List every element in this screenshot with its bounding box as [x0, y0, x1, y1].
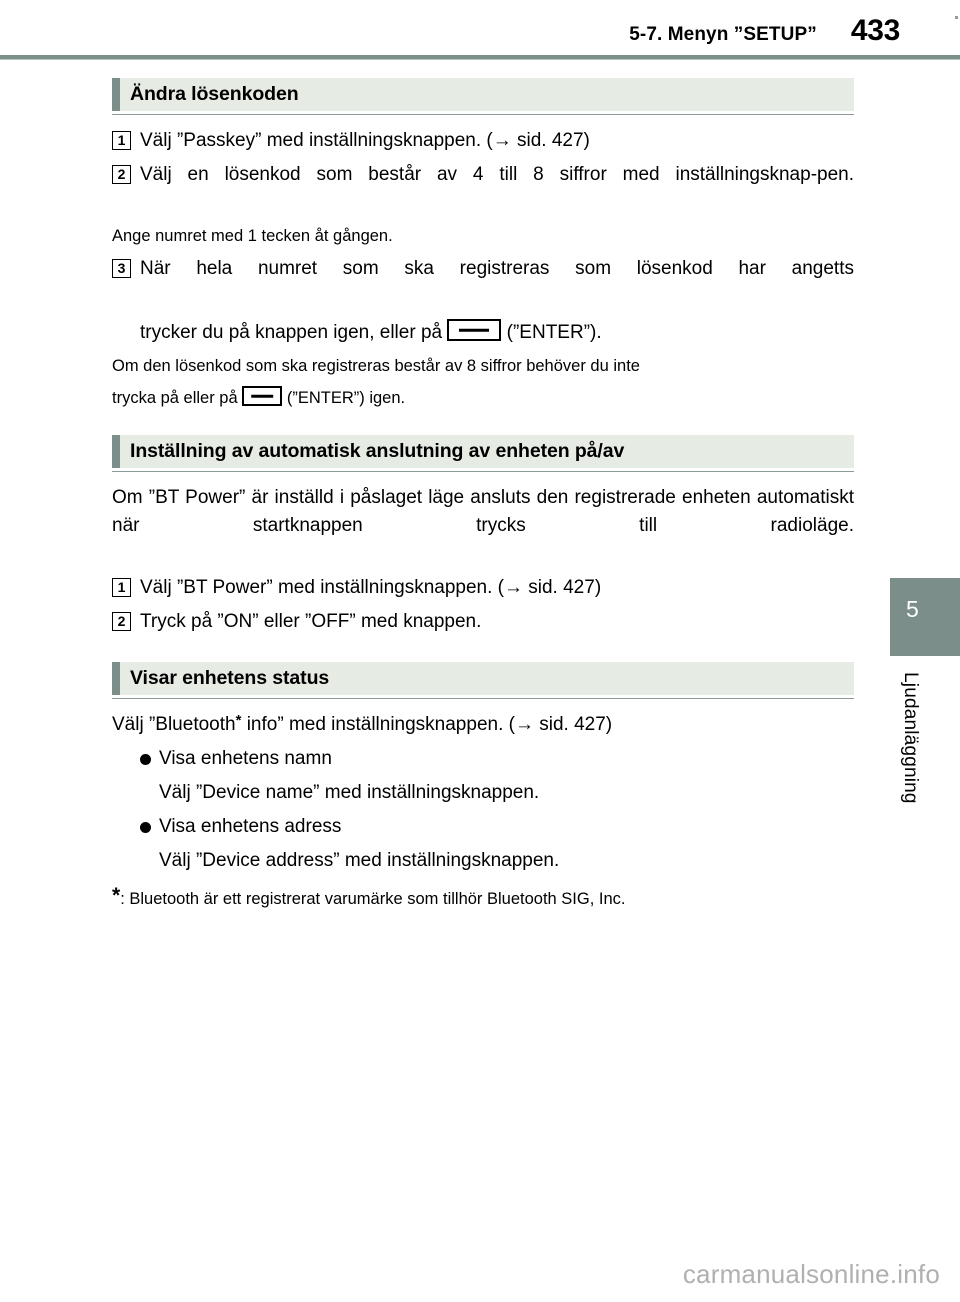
page-number: 433 — [850, 14, 900, 47]
section-intro-text: Om ”BT Power” är inställd i påslaget läge ansluts den registrerade enheten automatiskt när startknappen trycks till radioläge. — [112, 487, 854, 536]
bullet-label: Visa enhetens namn — [159, 748, 332, 769]
section-banner-device-status — [112, 662, 854, 695]
footnote-asterisk: * — [112, 884, 121, 907]
step-text-block — [140, 255, 854, 347]
step-number-badge: 2 — [112, 612, 131, 631]
footnote-text: : Bluetooth är ett registrerat varumärke som tillhör Bluetooth SIG, Inc. — [120, 890, 626, 908]
section-lead-text — [112, 711, 854, 739]
chapter-number: 5 — [906, 596, 919, 622]
chapter-label — [890, 672, 930, 902]
footnote — [112, 883, 854, 912]
step-item — [112, 127, 854, 155]
lead-text-a: Välj ”Bluetooth — [112, 714, 236, 735]
step-text: Välj ”Passkey” med inställningsknappen. (→ sid. 427) — [140, 130, 590, 151]
step-item — [112, 161, 854, 217]
step-number-badge: 2 — [112, 165, 131, 184]
chapter-tab — [890, 578, 960, 656]
step-number-badge: 1 — [112, 578, 131, 597]
chapter-label-text: Ljudanläggning — [900, 672, 921, 804]
page-header — [0, 0, 960, 58]
step-item — [112, 574, 854, 602]
step-item — [112, 255, 854, 347]
dash-glyph — [459, 329, 489, 332]
step-note: Ange numret med 1 tecken åt gången. — [112, 227, 393, 245]
enter-key-icon — [242, 386, 282, 406]
step-number-badge: 3 — [112, 259, 131, 278]
header-section-title: 5-7. Menyn ”SETUP” — [629, 24, 817, 45]
section-title: Ändra lösenkoden — [130, 83, 299, 105]
dash-glyph — [251, 395, 273, 398]
section-banner-auto-connect — [112, 435, 854, 468]
section-title: Inställning av automatisk anslutning av enheten på/av — [130, 440, 625, 462]
banner-accent-bar — [112, 78, 120, 111]
step-text: Tryck på ”ON” eller ”OFF” med knappen. — [140, 611, 482, 632]
banner-accent-bar — [112, 662, 120, 695]
note-line-1: Om den lösenkod som ska registreras består av 8 siffror behöver du inte — [112, 357, 640, 375]
bullet-icon — [140, 754, 151, 765]
step-text-after-key: (”ENTER”). — [506, 322, 602, 343]
asterisk-marker: * — [235, 712, 242, 729]
bullet-icon — [140, 822, 151, 833]
header-inner — [629, 14, 900, 48]
step-text-before-key: trycker du på knappen igen, eller på — [140, 322, 443, 343]
note-line-2-after-key: (”ENTER”) igen. — [286, 389, 406, 407]
step-text-line-2 — [140, 319, 854, 347]
step-item — [112, 608, 854, 636]
lead-text-b: info” med inställningsknappen. (→ sid. 427) — [241, 714, 613, 735]
corner-mark — [955, 16, 958, 19]
step-text-line-1: När hela numret som ska registreras som lösenkod har angetts — [140, 258, 854, 279]
list-item — [140, 745, 854, 773]
banner-accent-bar — [112, 435, 120, 468]
note-line-2-before-key: trycka på eller på — [112, 389, 238, 407]
bullet-detail: Välj ”Device address” med inställningsknappen. — [159, 850, 560, 871]
list-item — [140, 813, 854, 841]
page-content — [112, 78, 854, 912]
step-text: Välj en lösenkod som består av 4 till 8 siffror med inställningsknap-pen. — [140, 164, 854, 185]
header-divider-thin — [0, 59, 960, 60]
bullet-detail: Välj ”Device name” med inställningsknappen. — [159, 782, 540, 803]
section-banner-change-passcode — [112, 78, 854, 111]
step-note — [112, 353, 854, 379]
watermark: carmanualsonline.info — [682, 1259, 940, 1289]
step-text: Välj ”BT Power” med inställningsknappen. (→ sid. 427) — [140, 577, 602, 598]
step-number-badge: 1 — [112, 131, 131, 150]
section-title: Visar enhetens status — [130, 667, 330, 689]
enter-key-icon — [447, 319, 501, 341]
bullet-label: Visa enhetens adress — [159, 816, 342, 837]
step-note-with-key — [112, 385, 854, 411]
